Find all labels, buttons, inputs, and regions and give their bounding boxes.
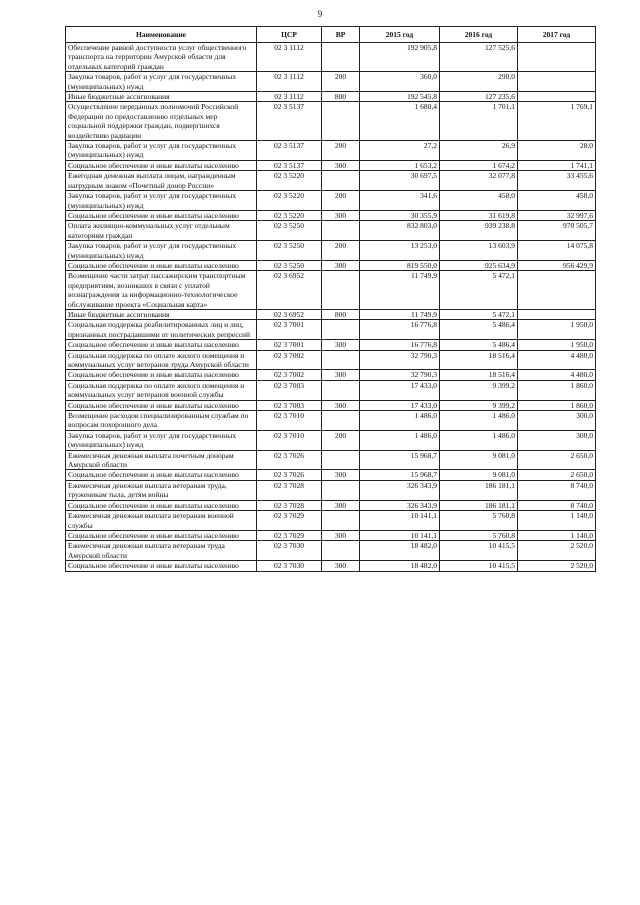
cell-2016: 5 760,8 — [440, 511, 518, 531]
cell-2016: 5 472,1 — [440, 271, 518, 310]
cell-name: Социальное обеспечение и иные выплаты населению — [66, 530, 257, 540]
cell-2016: 5 486,4 — [440, 320, 518, 340]
cell-2016: 26,9 — [440, 141, 518, 161]
cell-2015: 13 253,0 — [360, 241, 440, 261]
cell-2016: 290,0 — [440, 72, 518, 92]
table-row — [66, 480, 596, 500]
cell-2015: 11 749,9 — [360, 309, 440, 319]
cell-name: Закупка товаров, работ и услуг для государственных (муниципальных) нужд — [66, 430, 257, 450]
cell-name: Ежемесячная денежная выплата ветеранам военной службы — [66, 511, 257, 531]
table-row — [66, 340, 596, 350]
cell-name: Социальное обеспечение и иные выплаты населению — [66, 160, 257, 170]
table-row — [66, 450, 596, 470]
cell-2016: 186 181,1 — [440, 480, 518, 500]
cell-2016: 31 619,8 — [440, 210, 518, 220]
cell-2017: 2 650,0 — [518, 470, 596, 480]
cell-2016: 9 399,2 — [440, 400, 518, 410]
cell-2015: 32 790,3 — [360, 370, 440, 380]
table-row — [66, 72, 596, 92]
cell-2015: 1 486,0 — [360, 430, 440, 450]
cell-2016: 458,0 — [440, 191, 518, 211]
table-row — [66, 380, 596, 400]
cell-csr: 02 3 1112 — [257, 43, 322, 72]
cell-2016: 10 415,5 — [440, 541, 518, 561]
cell-name: Ежемесячная денежная выплата почетным донорам Амурской области — [66, 450, 257, 470]
cell-2016: 186 181,1 — [440, 500, 518, 510]
cell-vr: 300 — [322, 210, 360, 220]
cell-2016: 939 238,8 — [440, 221, 518, 241]
cell-2016: 9 399,2 — [440, 380, 518, 400]
cell-name: Ежемесячная денежная выплата ветеранам труда Амурской области — [66, 541, 257, 561]
cell-2017 — [518, 43, 596, 72]
cell-2015: 16 776,8 — [360, 340, 440, 350]
table-row — [66, 221, 596, 241]
cell-2016: 1 486,0 — [440, 430, 518, 450]
cell-name: Социальная поддержка по оплате жилого помещения и коммунальных услуг ветеранов труда Амурской области — [66, 350, 257, 370]
table-row — [66, 320, 596, 340]
cell-vr: 300 — [322, 530, 360, 540]
cell-name: Социальная поддержка по оплате жилого помещения и коммунальных услуг ветеранов военной службы — [66, 380, 257, 400]
cell-2016: 10 415,5 — [440, 561, 518, 571]
cell-csr: 02 3 6952 — [257, 309, 322, 319]
cell-2015: 11 749,9 — [360, 271, 440, 310]
cell-csr: 02 3 7003 — [257, 380, 322, 400]
table-body — [66, 43, 596, 572]
cell-2016: 9 081,0 — [440, 470, 518, 480]
cell-csr: 02 3 7003 — [257, 400, 322, 410]
cell-2017: 2 520,0 — [518, 541, 596, 561]
cell-2015: 16 776,8 — [360, 320, 440, 340]
cell-csr: 02 3 7026 — [257, 470, 322, 480]
cell-name: Возмещение части затрат пассажирским транспортным предприятиям, возникших в связи с уплатой вознаграждения за информационно-технологическое обслуживание проекта «Социальная карта» — [66, 271, 257, 310]
cell-vr: 300 — [322, 561, 360, 571]
cell-2015: 326 343,9 — [360, 480, 440, 500]
cell-2016: 5 760,8 — [440, 530, 518, 540]
cell-csr: 02 3 1112 — [257, 72, 322, 92]
cell-name: Социальное обеспечение и иные выплаты населению — [66, 470, 257, 480]
cell-name: Оплата жилищно-коммунальных услуг отдельным категориям граждан — [66, 221, 257, 241]
cell-2017 — [518, 72, 596, 92]
cell-csr: 02 3 6952 — [257, 271, 322, 310]
cell-2017: 956 429,9 — [518, 260, 596, 270]
cell-csr: 02 3 5220 — [257, 191, 322, 211]
cell-csr: 02 3 7030 — [257, 561, 322, 571]
cell-name: Социальное обеспечение и иные выплаты населению — [66, 340, 257, 350]
cell-2017 — [518, 92, 596, 102]
cell-vr: 300 — [322, 470, 360, 480]
cell-2017: 1 140,0 — [518, 530, 596, 540]
cell-vr: 200 — [322, 141, 360, 161]
cell-2015: 1 486,0 — [360, 411, 440, 431]
cell-2016: 127 235,6 — [440, 92, 518, 102]
cell-2015: 341,6 — [360, 191, 440, 211]
cell-vr: 300 — [322, 370, 360, 380]
cell-vr: 300 — [322, 340, 360, 350]
cell-name: Закупка товаров, работ и услуг для государственных (муниципальных) нужд — [66, 72, 257, 92]
header-2017: 2017 год — [518, 27, 596, 43]
cell-2017: 970 505,7 — [518, 221, 596, 241]
cell-2016: 18 516,4 — [440, 370, 518, 380]
cell-csr: 02 3 7030 — [257, 541, 322, 561]
table-row — [66, 191, 596, 211]
cell-name: Социальное обеспечение и иные выплаты населению — [66, 561, 257, 571]
cell-vr: 200 — [322, 241, 360, 261]
cell-2017: 458,0 — [518, 191, 596, 211]
cell-2017: 33 455,6 — [518, 171, 596, 191]
table-row — [66, 210, 596, 220]
cell-2015: 32 790,3 — [360, 350, 440, 370]
cell-csr: 02 3 5220 — [257, 210, 322, 220]
cell-2015: 10 141,1 — [360, 511, 440, 531]
cell-2015: 192 545,8 — [360, 92, 440, 102]
cell-2017: 300,0 — [518, 411, 596, 431]
cell-csr: 02 3 5220 — [257, 171, 322, 191]
cell-2015: 832 803,0 — [360, 221, 440, 241]
cell-2017: 4 480,0 — [518, 370, 596, 380]
table-row — [66, 430, 596, 450]
cell-2017: 2 520,0 — [518, 561, 596, 571]
cell-2017: 1 950,0 — [518, 340, 596, 350]
cell-csr: 02 3 7010 — [257, 430, 322, 450]
cell-2017: 28,0 — [518, 141, 596, 161]
header-csr: ЦСР — [257, 27, 322, 43]
cell-csr: 02 3 7001 — [257, 340, 322, 350]
cell-name: Социальное обеспечение и иные выплаты населению — [66, 500, 257, 510]
cell-vr — [322, 541, 360, 561]
cell-name: Закупка товаров, работ и услуг для государственных (муниципальных) нужд — [66, 191, 257, 211]
cell-vr — [322, 271, 360, 310]
cell-2015: 10 141,1 — [360, 530, 440, 540]
cell-vr: 300 — [322, 160, 360, 170]
cell-vr — [322, 221, 360, 241]
cell-2017: 14 075,8 — [518, 241, 596, 261]
cell-vr — [322, 171, 360, 191]
cell-2015: 15 968,7 — [360, 450, 440, 470]
table-row — [66, 241, 596, 261]
cell-2017 — [518, 271, 596, 310]
budget-table — [65, 26, 596, 572]
cell-2016: 18 516,4 — [440, 350, 518, 370]
cell-vr — [322, 511, 360, 531]
cell-csr: 02 3 5250 — [257, 221, 322, 241]
cell-csr: 02 3 7010 — [257, 411, 322, 431]
cell-vr: 300 — [322, 400, 360, 410]
table-row — [66, 102, 596, 141]
cell-vr: 200 — [322, 72, 360, 92]
cell-csr: 02 3 7028 — [257, 500, 322, 510]
cell-2016: 32 077,8 — [440, 171, 518, 191]
table-row — [66, 541, 596, 561]
table-row — [66, 370, 596, 380]
cell-2015: 192 905,8 — [360, 43, 440, 72]
table-row — [66, 160, 596, 170]
table-row — [66, 141, 596, 161]
cell-2017: 1 860,0 — [518, 380, 596, 400]
cell-name: Возмещение расходов специализированным службам по вопросам похоронного дела — [66, 411, 257, 431]
cell-2015: 17 433,0 — [360, 380, 440, 400]
cell-vr — [322, 450, 360, 470]
cell-2017: 1 741,1 — [518, 160, 596, 170]
cell-vr — [322, 380, 360, 400]
cell-2017: 8 740,0 — [518, 500, 596, 510]
cell-csr: 02 3 1112 — [257, 92, 322, 102]
cell-name: Закупка товаров, работ и услуг для государственных (муниципальных) нужд — [66, 241, 257, 261]
cell-csr: 02 3 5137 — [257, 160, 322, 170]
table-row — [66, 43, 596, 72]
header-vr: ВР — [322, 27, 360, 43]
cell-name: Социальная поддержка реабилитированных лиц и лиц, признанных пострадавшими от политических репрессий — [66, 320, 257, 340]
cell-2016: 1 486,0 — [440, 411, 518, 431]
cell-2017: 4 480,0 — [518, 350, 596, 370]
cell-vr: 300 — [322, 260, 360, 270]
cell-csr: 02 3 7002 — [257, 350, 322, 370]
cell-name: Закупка товаров, работ и услуг для государственных (муниципальных) нужд — [66, 141, 257, 161]
header-2015: 2015 год — [360, 27, 440, 43]
cell-2017: 1 860,0 — [518, 400, 596, 410]
cell-2017: 1 140,0 — [518, 511, 596, 531]
cell-name: Обеспечение равной доступности услуг общественного транспорта на территории Амурской области для отдельных категорий граждан — [66, 43, 257, 72]
cell-name: Социальное обеспечение и иные выплаты населению — [66, 400, 257, 410]
table-row — [66, 530, 596, 540]
cell-2016: 1 701,1 — [440, 102, 518, 141]
cell-2015: 360,0 — [360, 72, 440, 92]
table-row — [66, 411, 596, 431]
table-row — [66, 260, 596, 270]
cell-vr — [322, 480, 360, 500]
cell-2015: 18 482,0 — [360, 561, 440, 571]
cell-name: Социальное обеспечение и иные выплаты населению — [66, 370, 257, 380]
cell-2015: 1 680,4 — [360, 102, 440, 141]
cell-vr — [322, 411, 360, 431]
cell-2015: 27,2 — [360, 141, 440, 161]
cell-2016: 13 603,9 — [440, 241, 518, 261]
cell-2017: 300,0 — [518, 430, 596, 450]
cell-2015: 30 697,5 — [360, 171, 440, 191]
table-row — [66, 271, 596, 310]
header-name: Наименование — [66, 27, 257, 43]
cell-2016: 1 674,2 — [440, 160, 518, 170]
table-row — [66, 309, 596, 319]
cell-csr: 02 3 7026 — [257, 450, 322, 470]
cell-2016: 127 525,6 — [440, 43, 518, 72]
cell-2015: 819 550,0 — [360, 260, 440, 270]
cell-vr: 800 — [322, 309, 360, 319]
cell-2016: 9 081,0 — [440, 450, 518, 470]
cell-2015: 15 968,7 — [360, 470, 440, 480]
cell-2017: 2 650,0 — [518, 450, 596, 470]
cell-name: Социальное обеспечение и иные выплаты населению — [66, 260, 257, 270]
cell-vr: 200 — [322, 430, 360, 450]
cell-2015: 1 653,2 — [360, 160, 440, 170]
cell-csr: 02 3 5250 — [257, 241, 322, 261]
table-row — [66, 511, 596, 531]
table-row — [66, 350, 596, 370]
cell-name: Иные бюджетные ассигнования — [66, 92, 257, 102]
cell-vr: 800 — [322, 92, 360, 102]
table-row — [66, 500, 596, 510]
table-header-row — [66, 27, 596, 43]
cell-name: Ежемесячная денежная выплата ветеранам труда, труженикам тыла, детям войны — [66, 480, 257, 500]
cell-2015: 326 343,9 — [360, 500, 440, 510]
cell-csr: 02 3 5137 — [257, 141, 322, 161]
cell-vr — [322, 43, 360, 72]
cell-vr: 200 — [322, 191, 360, 211]
cell-2016: 925 634,9 — [440, 260, 518, 270]
cell-2015: 17 433,0 — [360, 400, 440, 410]
table-row — [66, 400, 596, 410]
table-row — [66, 561, 596, 571]
cell-vr — [322, 320, 360, 340]
cell-2017: 32 997,6 — [518, 210, 596, 220]
table-row — [66, 92, 596, 102]
cell-2016: 5 472,1 — [440, 309, 518, 319]
page-number: 9 — [317, 9, 323, 19]
cell-vr — [322, 350, 360, 370]
cell-csr: 02 3 7028 — [257, 480, 322, 500]
cell-csr: 02 3 7029 — [257, 530, 322, 540]
cell-name: Иные бюджетные ассигнования — [66, 309, 257, 319]
cell-csr: 02 3 7029 — [257, 511, 322, 531]
table-row — [66, 470, 596, 480]
cell-vr — [322, 102, 360, 141]
cell-2017: 1 769,1 — [518, 102, 596, 141]
cell-vr: 300 — [322, 500, 360, 510]
cell-2017 — [518, 309, 596, 319]
header-2016: 2016 год — [440, 27, 518, 43]
cell-csr: 02 3 5137 — [257, 102, 322, 141]
cell-csr: 02 3 7002 — [257, 370, 322, 380]
cell-2015: 30 355,9 — [360, 210, 440, 220]
cell-2017: 1 950,0 — [518, 320, 596, 340]
cell-name: Социальное обеспечение и иные выплаты населению — [66, 210, 257, 220]
cell-csr: 02 3 7001 — [257, 320, 322, 340]
cell-2017: 8 740,0 — [518, 480, 596, 500]
cell-name: Осуществление переданных полномочий Российской Федерации по предоставлению отдельных мер социальной поддержки граждан, подвергшихся воздействию радиации — [66, 102, 257, 141]
cell-csr: 02 3 5250 — [257, 260, 322, 270]
cell-2015: 18 482,0 — [360, 541, 440, 561]
cell-2016: 5 486,4 — [440, 340, 518, 350]
table-row — [66, 171, 596, 191]
cell-name: Ежегодная денежная выплата лицам, награжденным нагрудным знаком «Почетный донор России» — [66, 171, 257, 191]
